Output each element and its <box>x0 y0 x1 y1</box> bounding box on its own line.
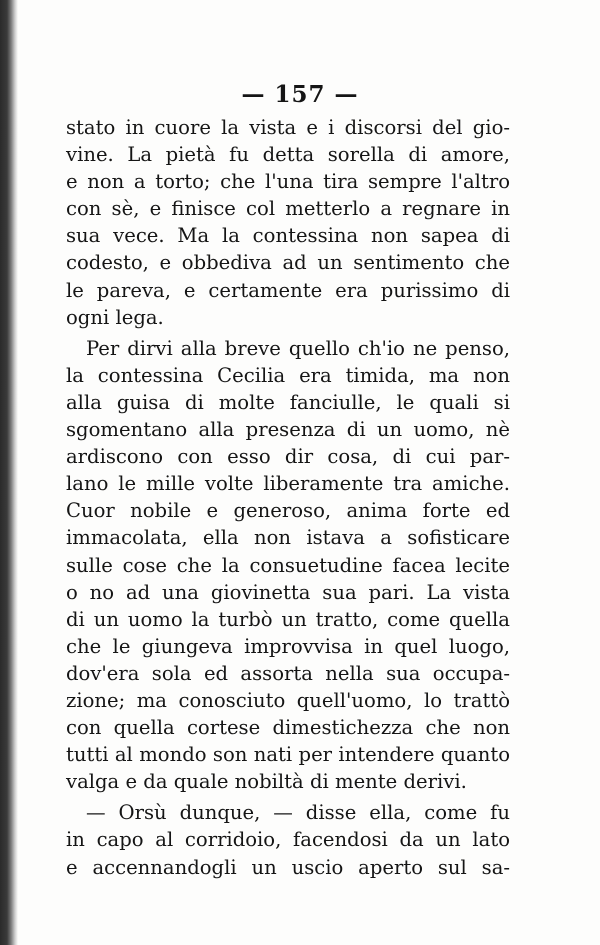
text-line: la contessina Cecilia era timida, ma non <box>66 363 510 387</box>
paragraph-3 <box>66 799 510 880</box>
text-line: immacolata, ella non istava a sofisticare <box>66 526 510 550</box>
text-line: e accennandogli un uscio aperto sul sa- <box>66 855 510 879</box>
text-line: dov'era sola ed assorta nella sua occupa- <box>66 661 510 685</box>
text-line: in capo al corridoio, facendosi da un lato <box>66 828 510 852</box>
text-line: o no ad una giovinetta sua pari. La vista <box>66 580 510 604</box>
text-line: che le giungeva improvvisa in quel luogo, <box>66 634 510 658</box>
text-line: sulle cose che la consuetudine facea lecite <box>66 553 510 577</box>
paragraph-1 <box>66 114 510 331</box>
text-line: valga e da quale nobiltà di mente derivi. <box>66 770 467 794</box>
text-line: di un uomo la turbò un tratto, come quella <box>66 607 510 631</box>
text-line: ardiscono con esso dir cosa, di cui par- <box>66 445 510 469</box>
text-line: stato in cuore la vista e i discorsi del gio- <box>66 116 510 139</box>
text-line: Per dirvi alla breve quello ch'io ne penso, <box>86 336 510 360</box>
text-line: con quella cortese dimestichezza che non <box>66 716 510 740</box>
text-line: Cuor nobile e generoso, anima forte ed <box>66 499 510 523</box>
binding-edge <box>0 0 18 945</box>
paragraph-2 <box>66 335 510 796</box>
text-line: tutti al mondo son nati per intendere quanto <box>66 743 510 767</box>
text-line: e non a torto; che l'una tira sempre l'altro <box>66 170 510 194</box>
text-line: vine. La pietà fu detta sorella di amore, <box>66 143 510 167</box>
text-line: con sè, e finisce col metterlo a regnare in <box>66 197 510 221</box>
text-line: alla guisa di molte fanciulle, le quali si <box>66 390 510 414</box>
text-line: codesto, e obbediva ad un sentimento che <box>66 251 510 275</box>
text-line: — Orsù dunque, — disse ella, come fu <box>86 801 510 825</box>
text-line: ogni lega. <box>66 305 164 329</box>
body-text <box>66 114 510 881</box>
text-line: lano le mille volte liberamente tra amiche. <box>66 472 510 496</box>
text-line: le pareva, e certamente era purissimo di <box>66 278 510 302</box>
text-line: sua vece. Ma la contessina non sapea di <box>66 224 510 248</box>
page-number: — 157 — <box>241 81 359 108</box>
text-line: zione; ma conosciuto quell'uomo, lo trattò <box>66 688 510 712</box>
text-line: sgomentano alla presenza di un uomo, nè <box>66 418 510 442</box>
